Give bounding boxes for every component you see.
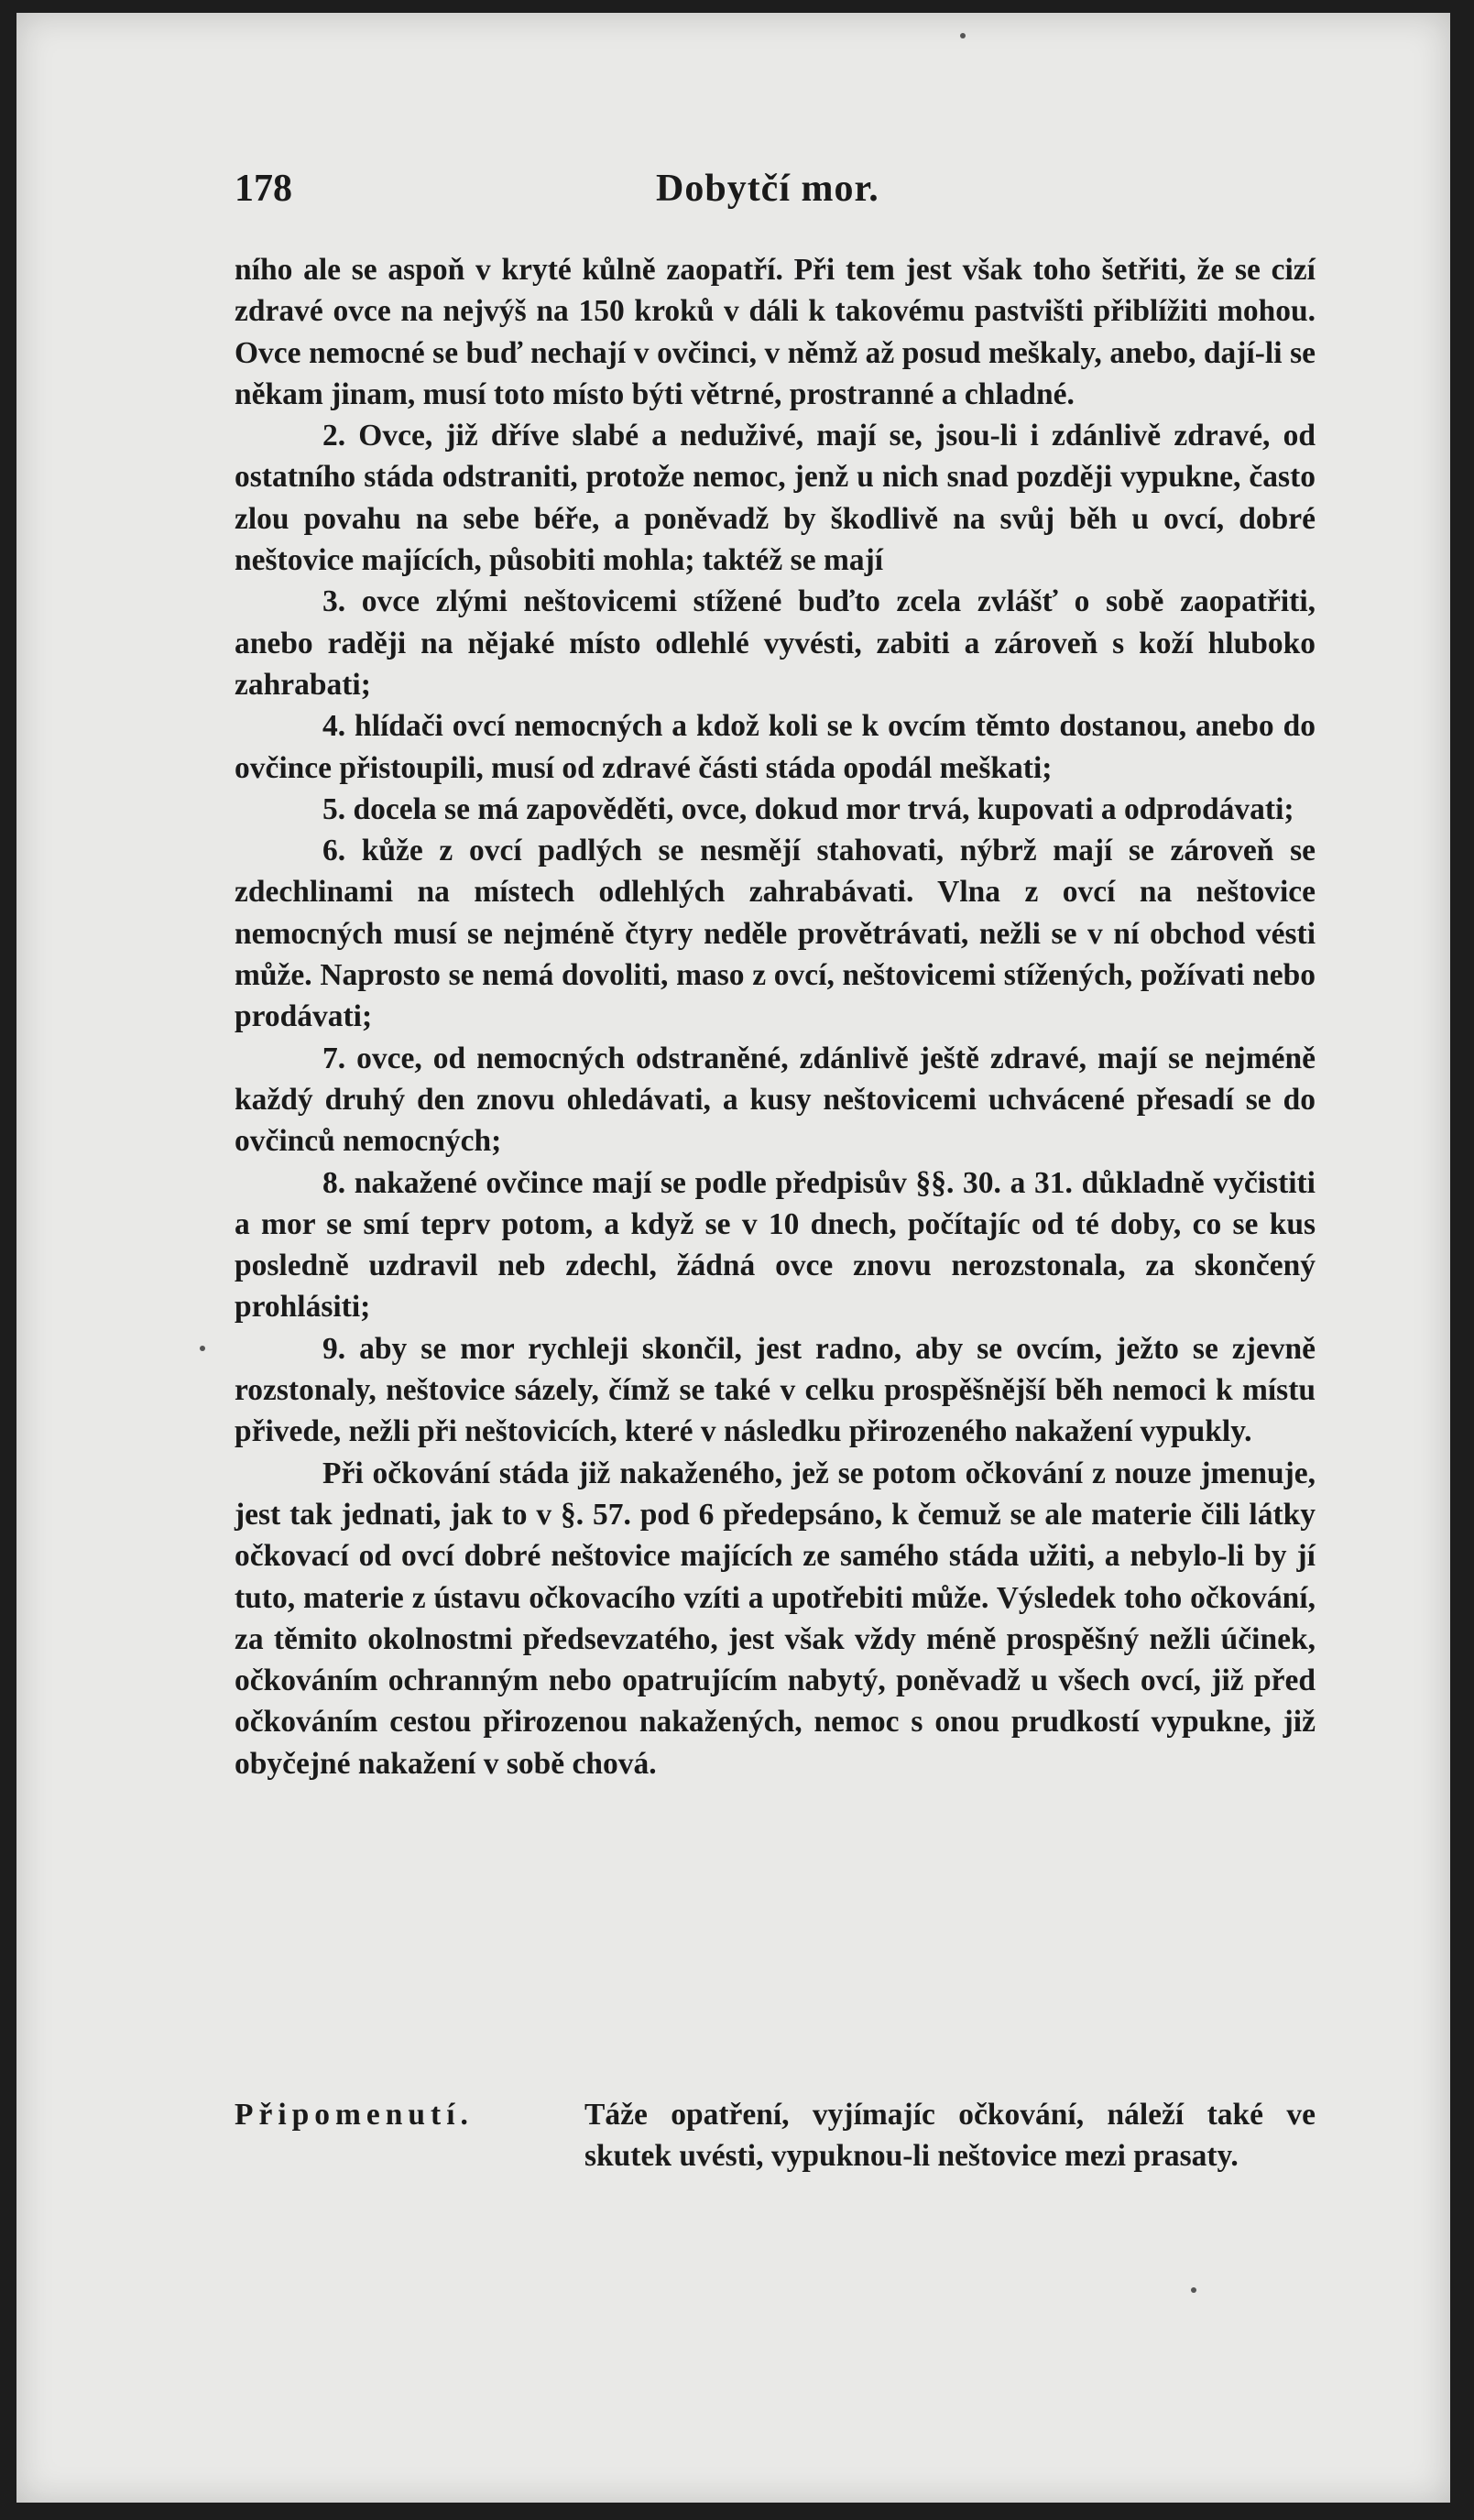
running-title: Dobytčí mor. (656, 168, 879, 210)
body-text (235, 249, 1316, 1784)
paragraph-item-3: 3. ovce zlými neštovicemi stížené buďto zcela zvlášť o sobě zaopatřiti, anebo raději na nějaké místo odlehlé vyvésti, zabiti a zároveň s koží hluboko zahrabati; (235, 584, 1316, 702)
paragraph-item-9: 9. aby se mor rychleji skončil, jest radno, aby se ovcím, ježto se zjevně rozstonaly, neštovice sázely, čímž se také v celku prospěšnější běh nemoci k místu přivede, nežli při neštovicích, které v následku přirozeného nakažení vypukly. (235, 1331, 1316, 1449)
print-speck (1191, 2287, 1196, 2293)
page-header (235, 167, 1316, 222)
paragraph-item-7: 7. ovce, od nemocných odstraněné, zdánlivě ještě zdravé, mají se nejméně každý druhý den znovu ohledávati, a kusy neštovicemi uchvácené přesadí se do ovčinců nemocných; (235, 1041, 1316, 1159)
print-speck (960, 33, 966, 38)
remark-text: Táže opatření, vyjímajíc očkování, náleží také ve skutek uvésti, vypuknou-li neštovice mezi prasaty. (584, 2098, 1316, 2174)
page-number: 178 (235, 168, 292, 210)
paragraph-item-4: 4. hlídači ovcí nemocných a kdož koli se k ovcím těmto dostanou, anebo do ovčince přistoupili, musí od zdravé části stáda opodál meškati; (235, 709, 1316, 785)
paragraph-item-8: 8. nakažené ovčince mají se podle předpisův §§. 30. a 31. důkladně vyčistiti a mor se smí teprv potom, a když se v 10 dnech, počítajíc od té doby, co se kus posledně uzdravil neb zdechl, žádná ovce znovu nerozstonala, za skončený prohlásiti; (235, 1165, 1316, 1325)
paragraph-item-2: 2. Ovce, již dříve slabé a neduživé, mají se, jsou-li i zdánlivě zdravé, od ostatního stáda odstraniti, protože nemoc, jenž u nich snad později vypukne, často zlou povahu na sebe béře, a poněvadž by škodlivě na svůj běh u ovcí, dobré neštovice majících, působiti mohla; taktéž se mají (235, 419, 1316, 578)
print-speck (200, 1346, 205, 1351)
paragraph-item-5: 5. docela se má zapověděti, ovce, dokud mor trvá, kupovati a odprodávati; (322, 791, 1294, 826)
paragraph-vaccination: Při očkování stáda již nakaženého, jež se potom očkování z nouze jmenuje, jest tak jednati, jak to v §. 57. pod 6 předepsáno, k čemuž se ale materie čili látky očkovací od ovcí dobré neštovice majících ze samého stáda užiti, a nebylo-li by jí tuto, materie z ústavu očkovacího vzíti a upotřebiti může. Výsledek toho očkování, za těmito okolnostmi předsevzatého, jest však vždy méně prospěšný nežli účinek, očkováním ochranným nebo opatrujícím nabytý, poněvadž u všech ovcí, již před očkováním cestou přirozenou nakažených, nemoc s onou prudkostí vypukne, již obyčejné nakažení v sobě chová. (235, 1456, 1316, 1781)
remark-label: Připomenutí. (235, 2098, 474, 2132)
paragraph-continuation: ního ale se aspoň v kryté kůlně zaopatří. Při tem jest však toho šetřiti, že se cizí zdravé ovce na nejvýš na 150 kroků v dáli k takovému pastvišti přiblížiti mohou. Ovce nemocné se buď nechají v ovčinci, v němž až posud meškaly, anebo, dají-li se někam jinam, musí toto místo býti větrné, prostranné a chladné. (235, 253, 1316, 411)
book-page (16, 13, 1450, 2503)
paragraph-item-6: 6. kůže z ovcí padlých se nesmějí stahovati, nýbrž mají se zároveň se zdechlinami na místech odlehlých zahrabávati. Vlna z ovcí na neštovice nemocných musí se nejméně čtyry neděle provětrávati, nežli se v ní obchod vésti může. Naprosto se nemá dovoliti, maso z ovcí, neštovicemi stížených, požívati nebo prodávati; (235, 834, 1316, 1034)
